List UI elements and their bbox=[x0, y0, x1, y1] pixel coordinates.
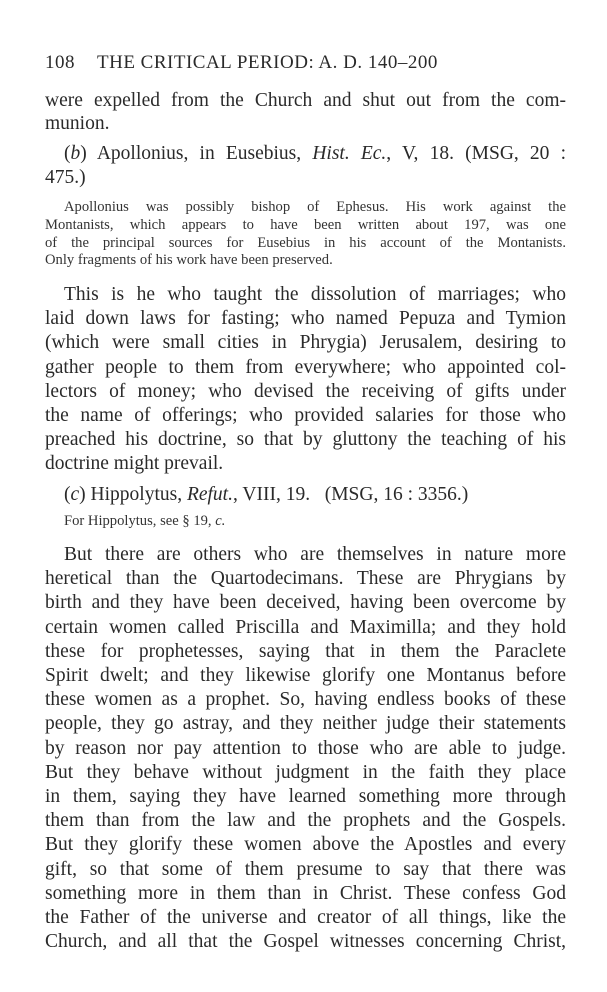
paragraph-3-line: in them, saying they have learned something more through bbox=[45, 786, 566, 807]
paragraph-3-line: birth and they have been deceived, having been overcome by bbox=[45, 592, 566, 614]
running-title: THE CRITICAL PERIOD: A. D. 140–200 bbox=[97, 52, 438, 73]
note-b-line: Only fragments of his work have been preserved. bbox=[45, 252, 333, 269]
page-number: 108 bbox=[45, 52, 75, 73]
paragraph-3-line: heretical than the Quartodecimans. These are Phrygians by bbox=[45, 568, 566, 590]
paragraph-2-line: This is he who taught the dissolution of marriages; who bbox=[64, 284, 566, 305]
paragraph-3-line: gift, so that some of them presume to say that there was bbox=[45, 858, 566, 880]
paragraph-2-line: gather people to them from everywhere; who appointed col- bbox=[45, 356, 566, 378]
paragraph-1-line: munion. bbox=[45, 112, 110, 134]
paragraph-2-line: preached his doctrine, so that by gluttony the teaching of his bbox=[45, 429, 566, 451]
source-heading-b: (b) Apollonius, in Eusebius, Hist. Ec., V, 18. (MSG, 20 : bbox=[64, 143, 567, 164]
source-heading-c: (c) Hippolytus, Refut., VIII, 19. (MSG, 16 : 3356.) bbox=[64, 484, 469, 505]
paragraph-3-line: these for prophetesses, saying that in them the Paraclete bbox=[45, 640, 566, 662]
paragraph-3-line: them than from the law and the prophets and the Gospels. bbox=[45, 810, 566, 832]
paragraph-3-line: people, they go astray, and they neither judge their statements bbox=[45, 713, 566, 735]
note-b-line: Montanists, which appears to have been written about 197, was one bbox=[45, 216, 566, 233]
paragraph-3-line: But there are others who are themselves in nature more bbox=[64, 544, 566, 565]
running-header bbox=[45, 52, 438, 74]
paragraph-3-line: something more in them than in Christ. These confess God bbox=[45, 882, 566, 904]
note-b-line: of the principal sources for Eusebius in his account of the Montanists. bbox=[45, 234, 566, 251]
note-b-line: Apollonius was possibly bishop of Ephesus. His work against the bbox=[64, 199, 566, 215]
paragraph-3-line: the Father of the universe and creator of all things, like the bbox=[45, 907, 566, 928]
paragraph-3-line: certain women called Priscilla and Maximilla; and they hold bbox=[45, 616, 566, 638]
paragraph-3-line: Church, and all that the Gospel witnesses concerning Christ, bbox=[45, 931, 566, 953]
paragraph-2-line: lectors of money; who devised the receiving of gifts under bbox=[45, 380, 566, 402]
paragraph-3-line: by reason nor pay attention to those who are able to judge. bbox=[45, 737, 566, 759]
source-heading-b-continued: 475.) bbox=[45, 167, 86, 188]
note-c: For Hippolytus, see § 19, c. bbox=[64, 513, 226, 529]
paragraph-2-line: laid down laws for fasting; who named Pepuza and Tymion bbox=[45, 308, 566, 330]
paragraph-3-line: But they behave without judgment in the faith they place bbox=[45, 761, 566, 783]
paragraph-2-line: doctrine might prevail. bbox=[45, 453, 224, 475]
paragraph-2-line: the name of offerings; who provided salaries for those who bbox=[45, 405, 566, 426]
paragraph-3-line: But they glorify these women above the Apostles and every bbox=[45, 834, 566, 856]
paragraph-3-line: Spirit dwelt; and they likewise glorify one Montanus before bbox=[45, 665, 566, 686]
paragraph-2-line: (which were small cities in Phrygia) Jerusalem, desiring to bbox=[45, 332, 566, 354]
paragraph-3-line: these women as a prophet. So, having endless books of these bbox=[45, 689, 566, 711]
paragraph-1-line: were expelled from the Church and shut out from the com- bbox=[45, 90, 566, 111]
